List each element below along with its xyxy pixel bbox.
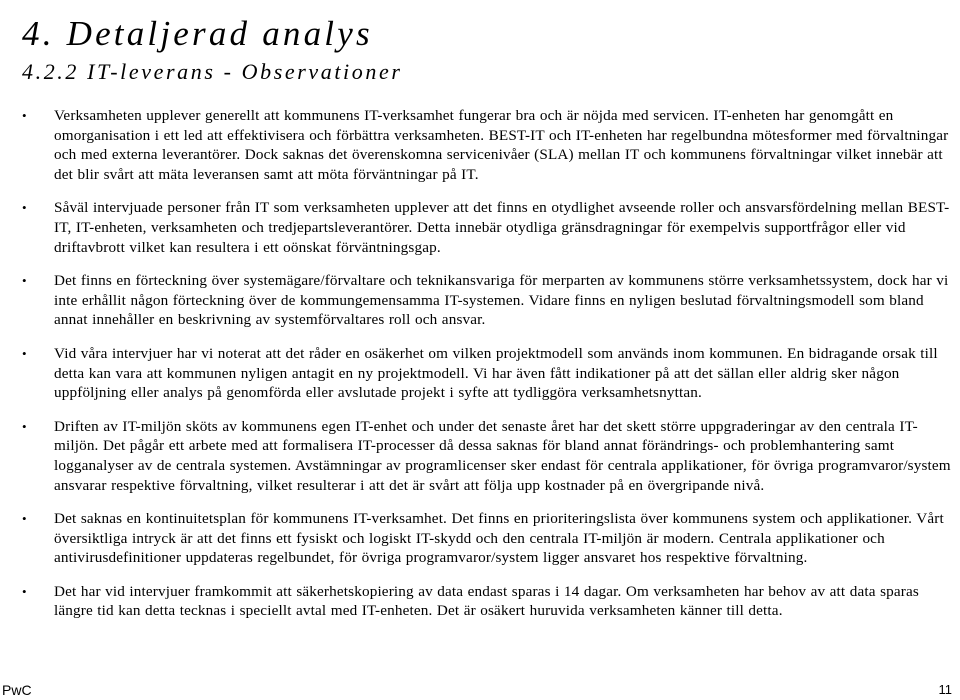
bullet-dot-icon: •	[22, 108, 27, 123]
list-item	[0, 344, 960, 403]
bullet-dot-icon: •	[22, 345, 27, 361]
list-item	[0, 582, 960, 621]
footer-brand: PwC	[2, 682, 32, 698]
bullet-dot-icon: •	[22, 418, 27, 434]
list-item	[0, 417, 960, 495]
list-item-text: Det har vid intervjuer framkommit att säkerhetskopiering av data endast sparas i 14 dagar. Om verksamheten har behov av att data sparas längre tid kan detta tecknas i speciellt avtal med IT-enheten. Det är osäkert huruvida verksamheten känner till detta.	[54, 582, 919, 620]
list-item	[0, 106, 960, 184]
list-item-text: Det saknas en kontinuitetsplan för kommunens IT-verksamhet. Det finns en prioriteringslista över kommunens system och applikationer. Vårt översiktliga intryck är att det finns ett fysiskt och logiskt IT-skydd och den centrala IT-miljön är modern. Centrala applikationer och antivirusdefinitioner uppdateras regelbundet, för övriga programvaror/system ligger ansvaret hos respektive förvaltning.	[54, 510, 944, 567]
list-item	[0, 271, 960, 330]
bullet-dot-icon: •	[22, 273, 27, 289]
section-subtitle: 4.2.2 IT-leverans - Observationer	[22, 59, 403, 84]
page-title: 4. Detaljerad analys	[22, 14, 373, 53]
bullet-dot-icon: •	[22, 511, 27, 527]
bullet-dot-icon: •	[22, 200, 27, 216]
list-item-text: Vid våra intervjuer har vi noterat att det råder en osäkerhet om vilken projektmodell som används inom kommunen. En bidragande orsak till detta kan vara att kommunen nyligen antagit en ny projektmodell. Vi har även fått indikationer på att det sällan eller aldrig sker någon uppföljning eller analys på genomförda eller avslutade projekt i syfte att tydliggöra verksamhetsnyttan.	[54, 344, 938, 402]
list-item-text: Såväl intervjuade personer från IT som verksamheten upplever att det finns en otydlighet avseende roller och ansvarsfördelning mellan BEST-IT, IT-enheten, verksamheten och tredjepartsleverantörer. Detta innebär otydliga gränsdragningar för exempelvis supportfrågor eller vid driftavbrott vilket kan resultera i ett oönskat förväntningsgap.	[54, 199, 950, 256]
list-item	[0, 509, 960, 568]
observation-list	[0, 106, 960, 635]
page-number: 11	[938, 682, 952, 697]
list-item-text: Det finns en förteckning över systemägare/förvaltare och teknikansvariga för merparten av kommunens större verksamhetssystem, dock har vi inte erhållit någon förteckning över de kommungemensamma IT-systemen. Vidare finns en nyligen beslutad förvaltningsmodell som bland annat innehåller en beskrivning av systemförvaltares roll och ansvar.	[54, 272, 949, 329]
list-item	[0, 198, 960, 257]
bullet-dot-icon: •	[22, 583, 27, 599]
list-item-text: Driften av IT-miljön sköts av kommunens egen IT-enhet och under det senaste året har det skett större uppgraderingar av den centrala IT-miljön. Det pågår ett arbete med att formalisera IT-processer då dessa saknas för bland annat förändrings- och problemhantering samt logganalyser av de centrala systemen. Avstämningar av programlicenser sker endast för centrala applikationer, för övriga programvaror/system ansvarar respektive förvaltning, vilket resulterar i att det är svårt att följa upp kostnader på en övergripande nivå.	[54, 417, 951, 494]
list-item-text: Verksamheten upplever generellt att kommunens IT-verksamhet fungerar bra och är nöjda med servicen. IT-enheten har genomgått en omorganisation i ett led att effektivisera och förbättra verksamheten. BEST-IT och IT-enheten har regelbundna mötesformer med förvaltningar och med externa leverantörer. Dock saknas det överenskomna servicenivåer (SLA) mellan IT och kommunens förvaltningar vilket innebär att det blir svårt att mäta leveransen samt att möta förväntningar på IT.	[54, 107, 949, 183]
